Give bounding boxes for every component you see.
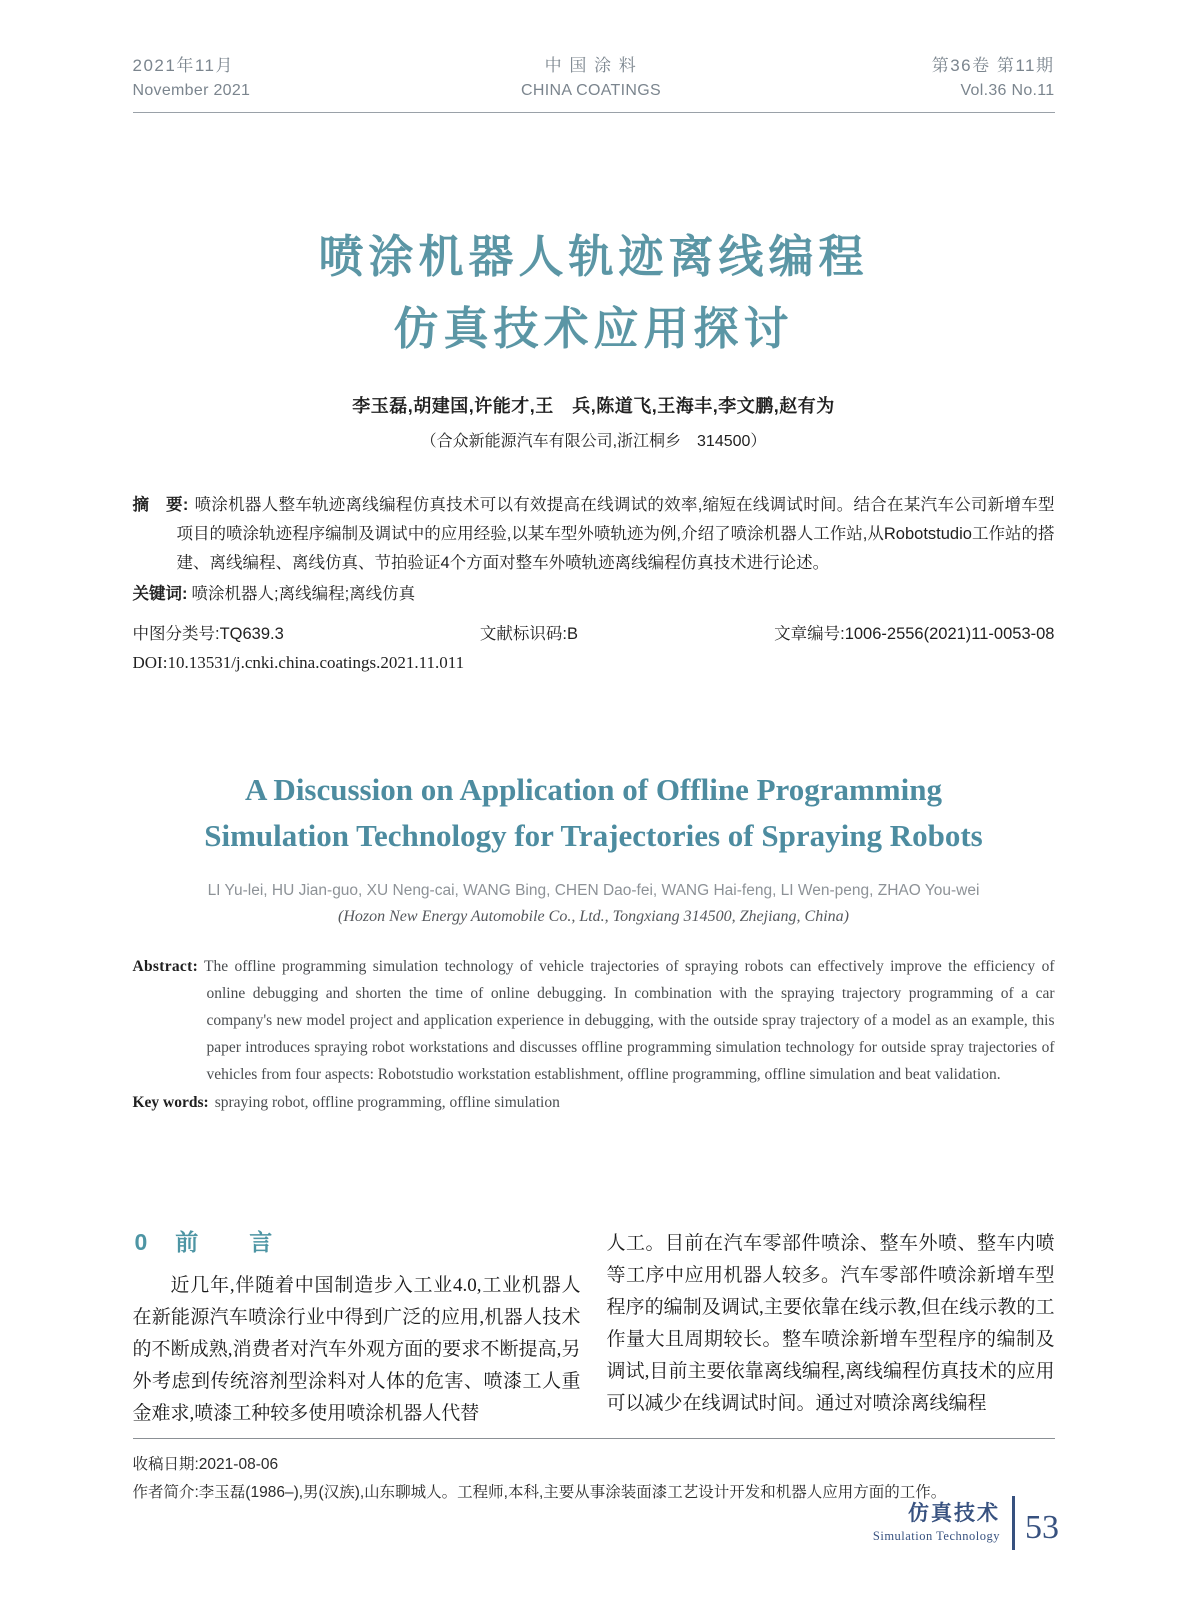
header-issue-en: Vol.36 No.11 [960, 82, 1055, 99]
affiliation-cn: （合众新能源汽车有限公司,浙江桐乡 314500） [420, 433, 767, 450]
keywords-cn-label: 关键词: [132, 585, 188, 603]
header-issue-cn: 第36卷 第11期 [931, 56, 1055, 75]
section-heading-intro [135, 1231, 581, 1254]
keywords-cn-text: 喷涂机器人;离线编程;离线仿真 [191, 585, 416, 603]
header-date [133, 57, 251, 99]
abstract-cn [133, 491, 1055, 578]
keywords-en [133, 1094, 1055, 1112]
article-title-cn-line1: 喷涂机器人轨迹离线编程 [318, 231, 869, 282]
article-title-en [133, 767, 1055, 859]
abstract-cn-text: 喷涂机器人整车轨迹离线编程仿真技术可以有效提高在线调试的效率,缩短在线调试时间。结合在某汽车公司新增车型项目的喷涂轨迹程序编制及调试中的应用经验,以某车型外喷轨迹为例,介绍了喷涂机器人工作站,从Robotstudio工作站的搭建、离线编程、离线仿真、节拍验证4个方面对整车外喷轨迹离线编程仿真技术进行论述。 [176, 496, 1055, 572]
authors-en: LI Yu-lei, HU Jian-guo, XU Neng-cai, WANG Bing, CHEN Dao-fei, WANG Hai-feng, LI Wen-peng, ZHAO You-wei [207, 882, 980, 899]
footer-divider [1012, 1496, 1015, 1550]
keywords-cn [133, 580, 1055, 609]
footnote-author-bio: 作者简介:李玉磊(1986–),男(汉族),山东聊城人。工程师,本科,主要从事涂装面漆工艺设计开发和机器人应用方面的工作。 [132, 1484, 947, 1501]
header-date-cn: 2021年11月 [132, 56, 234, 75]
affiliation-en: (Hozon New Energy Automobile Co., Ltd., Tongxiang 314500, Zhejiang, China) [338, 908, 849, 925]
intro-paragraph-right: 人工。目前在汽车零部件喷涂、整车外喷、整车内喷等工序中应用机器人较多。汽车零部件喷涂新增车型程序的编制及调试,主要依靠在线示教,但在线示教的工作量大且周期较长。整车喷涂新增车型程序的编制及调试,目前主要依靠离线编程,离线编程仿真技术的应用可以减少在线调试时间。通过对喷涂离线编程 [606, 1233, 1055, 1414]
article-title-en-line1: A Discussion on Application of Offline Programming [245, 772, 942, 807]
journal-header [133, 0, 1055, 113]
classification-line [133, 620, 1055, 644]
header-issue [932, 57, 1055, 99]
header-journal-cn: 中 国 涂 料 [544, 56, 638, 75]
clc-number: 中图分类号:TQ639.3 [132, 625, 284, 643]
section-title: 前 言 [175, 1229, 287, 1255]
header-date-en: November 2021 [132, 82, 251, 99]
abstract-en-label: Abstract: [132, 958, 199, 975]
column-left [133, 1228, 581, 1430]
intro-paragraph-left: 近几年,伴随着中国制造步入工业4.0,工业机器人在新能源汽车喷涂行业中得到广泛的应用,机器人技术的不断成熟,消费者对汽车外观方面的要求不断提高,另外考虑到传统溶剂型涂料对人体的危害、喷漆工人重金难求,喷漆工种较多使用喷涂机器人代替 [132, 1275, 581, 1424]
header-journal-name [521, 57, 661, 99]
body-columns [133, 1228, 1055, 1430]
column-right [607, 1228, 1055, 1430]
keywords-en-text: spraying robot, offline programming, offline simulation [214, 1094, 560, 1111]
article-title-cn-line2: 仿真技术应用探讨 [393, 303, 794, 354]
keywords-en-label: Key words: [132, 1094, 209, 1111]
article-title-en-line2: Simulation Technology for Trajectories of Spraying Robots [204, 818, 983, 853]
article-title-cn [133, 221, 1055, 365]
header-journal-en: CHINA COATINGS [521, 82, 661, 99]
abstract-en-text: The offline programming simulation technology of vehicle trajectories of spraying robots can effectively improve the efficiency of online debugging and shorten the time of online debugging. In combination with the spraying trajectory programming of a car company's new model project and application experience in debugging, with the outside spray trajectory of a model as an example, this paper introduces spraying robot workstations and discusses offline programming simulation technology for outside spray trajectories of vehicles from four aspects: Robotstudio workstation establishment, offline programming, offline simulation and beat validation. [204, 958, 1055, 1083]
footer-column-cn: 仿真技术 [908, 1502, 1000, 1526]
page-footer [873, 1496, 1059, 1550]
abstract-en [133, 953, 1055, 1088]
abstract-cn-label: 摘 要: [132, 496, 189, 514]
page-content [133, 0, 1055, 1507]
section-number: 0 [134, 1229, 148, 1255]
page-number: 53 [1025, 1509, 1059, 1546]
footer-column-name [873, 1502, 1000, 1543]
authors-cn: 李玉磊,胡建国,许能才,王 兵,陈道飞,王海丰,李文鹏,赵有为 [352, 396, 835, 416]
footer-column-en: Simulation Technology [872, 1528, 1000, 1543]
article-id: 文章编号:1006-2556(2021)11-0053-08 [774, 625, 1055, 643]
doi: DOI:10.13531/j.cnki.china.coatings.2021.11.011 [132, 653, 465, 672]
document-code: 文献标识码:B [479, 625, 578, 643]
footnote-received-date: 收稿日期:2021-08-06 [132, 1456, 279, 1473]
